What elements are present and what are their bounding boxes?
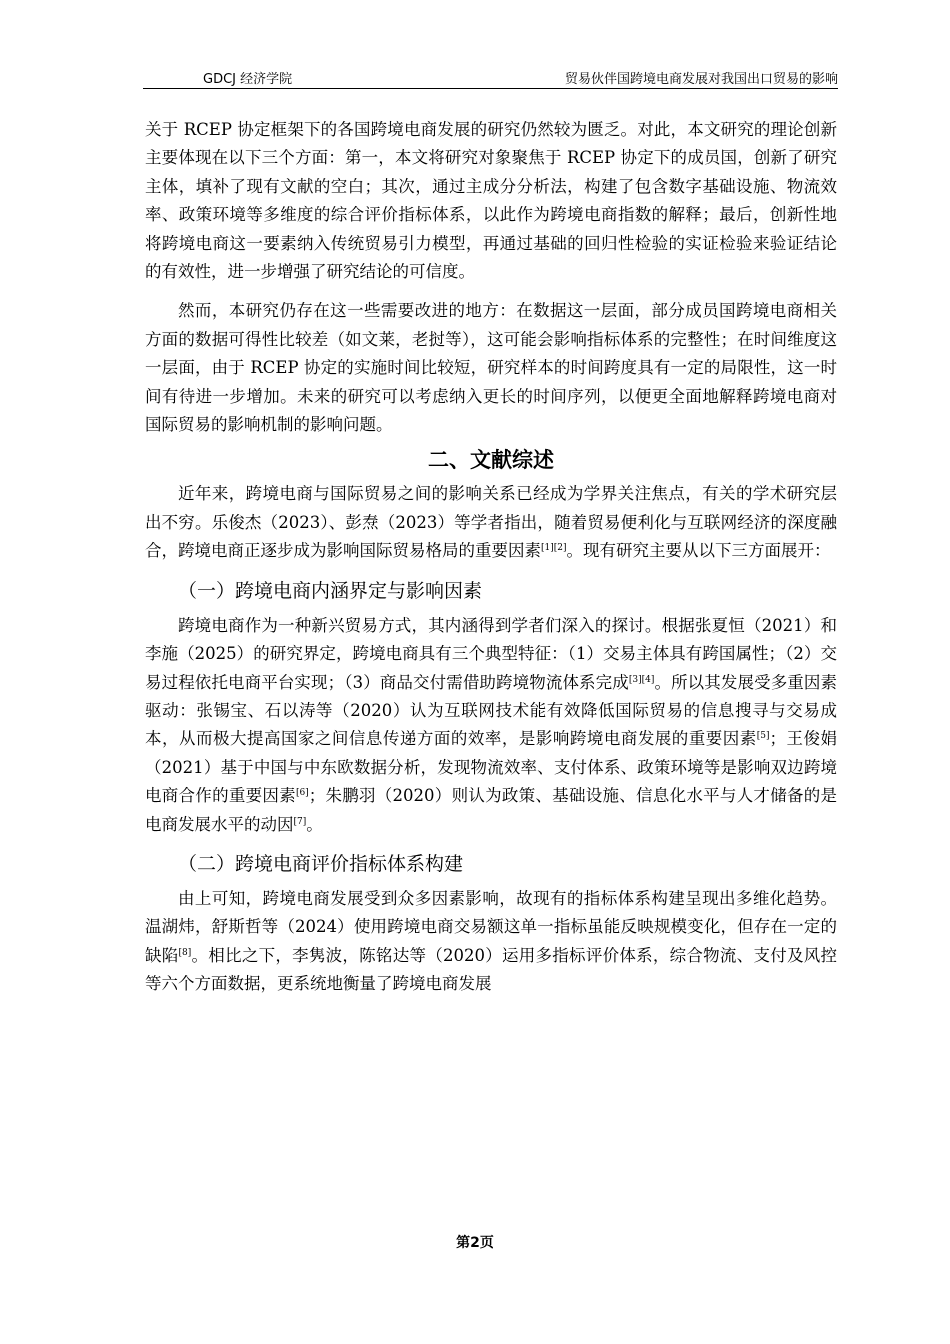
body-paragraph [145, 480, 837, 565]
page-body [145, 116, 837, 999]
paragraph-text: 由上可知，跨境电商发展受到众多因素影响，故现有的指标体系构建呈现出多维化趋势。温湖炜，舒斯哲等（2024）使用跨境电商交易额这单一指标虽能反映规模变化，但存在一定的缺陷 [145, 888, 837, 965]
header-paper-title: 贸易伙伴国跨境电商发展对我国出口贸易的影响 [564, 72, 838, 87]
paragraph-text: 。 [306, 814, 323, 834]
citation-ref: [7] [293, 816, 307, 827]
citation-ref: [2] [553, 543, 567, 554]
citation-ref: [1] [541, 543, 554, 554]
paragraph-text: ；朱鹏羽（2020）则认为政策、基础设施、信息化水平与人才储备的是电商发展水平的动因 [145, 786, 838, 834]
body-paragraph: 然而，本研究仍存在这一些需要改进的地方：在数据这一层面，部分成员国跨境电商相关方面的数据可得性比较差（如文莱，老挝等），这可能会影响指标体系的完整性；在时间维度这一层面，由于 RCEP 协定的实施时间比较短，研究样本的时间跨度具有一定的局限性，这一时间有待进一步增加。未来的研究可以考虑纳入更长的时间序列，以便更全面地解释跨境电商对国际贸易的影响机制的影响问题。 [145, 301, 837, 435]
body-paragraph: 关于 RCEP 协定框架下的各国跨境电商发展的研究仍然较为匮乏。对此，本文研究的理论创新主要体现在以下三个方面：第一，本文将研究对象聚焦于 RCEP 协定下的成员国，创新了研究主体，填补了现有文献的空白；其次，通过主成分分析法，构建了包含数字基础设施、物流效率、政策环境等多维度的综合评价指标体系，以此作为跨境电商指数的解释；最后，创新性地将跨境电商这一要素纳入传统贸易引力模型，再通过基础的回归性检验的实证检验来验证结论的有效性，进一步增强了研究结论的可信度。 [145, 120, 837, 282]
paragraph-text: ；王俊娟（2021）基于中国与中东欧数据分析，发现物流效率、支付体系、政策环境等是影响双边跨境电商合作的重要因素 [145, 729, 838, 806]
paragraph-text: 。现有研究主要从以下三方面展开： [566, 541, 831, 561]
citation-ref: [3][4] [628, 674, 655, 685]
page-header [143, 64, 838, 89]
subsection-heading: （二）跨境电商评价指标体系构建 [178, 852, 464, 875]
citation-ref: [8] [178, 947, 192, 958]
body-paragraph [145, 885, 837, 999]
paragraph-text: 。相比之下，李隽波，陈铭达等（2020）运用多指标评价体系，综合物流、支付及风控等六个方面数据，更系统地衡量了跨境电商发展 [145, 945, 837, 994]
page-number: 第2页 [456, 1235, 494, 1251]
paragraph-text: 跨境电商作为一种新兴贸易方式，其内涵得到学者们深入的探讨。根据张夏恒（2021）和李施（2025）的研究界定，跨境电商具有三个典型特征：（1）交易主体具有跨国属性；（2）交易过程依托电商平台实现；（3）商品交付需借助跨境物流体系完成 [145, 615, 837, 692]
paragraph-text: 近年来，跨境电商与国际贸易之间的影响关系已经成为学界关注焦点，有关的学术研究层出不穷。乐俊杰（2023）、彭焘（2023）等学者指出，随着贸易便利化与互联网经济的深度融合，跨境电商正逐步成为影响国际贸易格局的重要因素 [145, 484, 837, 561]
body-paragraph [145, 612, 837, 839]
subsection-heading: （一）跨境电商内涵界定与影响因素 [178, 579, 483, 602]
citation-ref: [6] [295, 788, 309, 799]
header-school: GDCJ 经济学院 [203, 72, 293, 87]
paragraph-text: 。所以其发展受多重因素驱动：张锡宝、石以涛等（2020）认为互联网技术能有效降低国际贸易的信息搜寻与交易成本，从而极大提高国家之间信息传递方面的效率，是影响跨境电商发展的重要因素 [145, 672, 837, 749]
citation-ref: [5] [756, 731, 770, 742]
section-heading: 二、文献综述 [428, 448, 554, 473]
